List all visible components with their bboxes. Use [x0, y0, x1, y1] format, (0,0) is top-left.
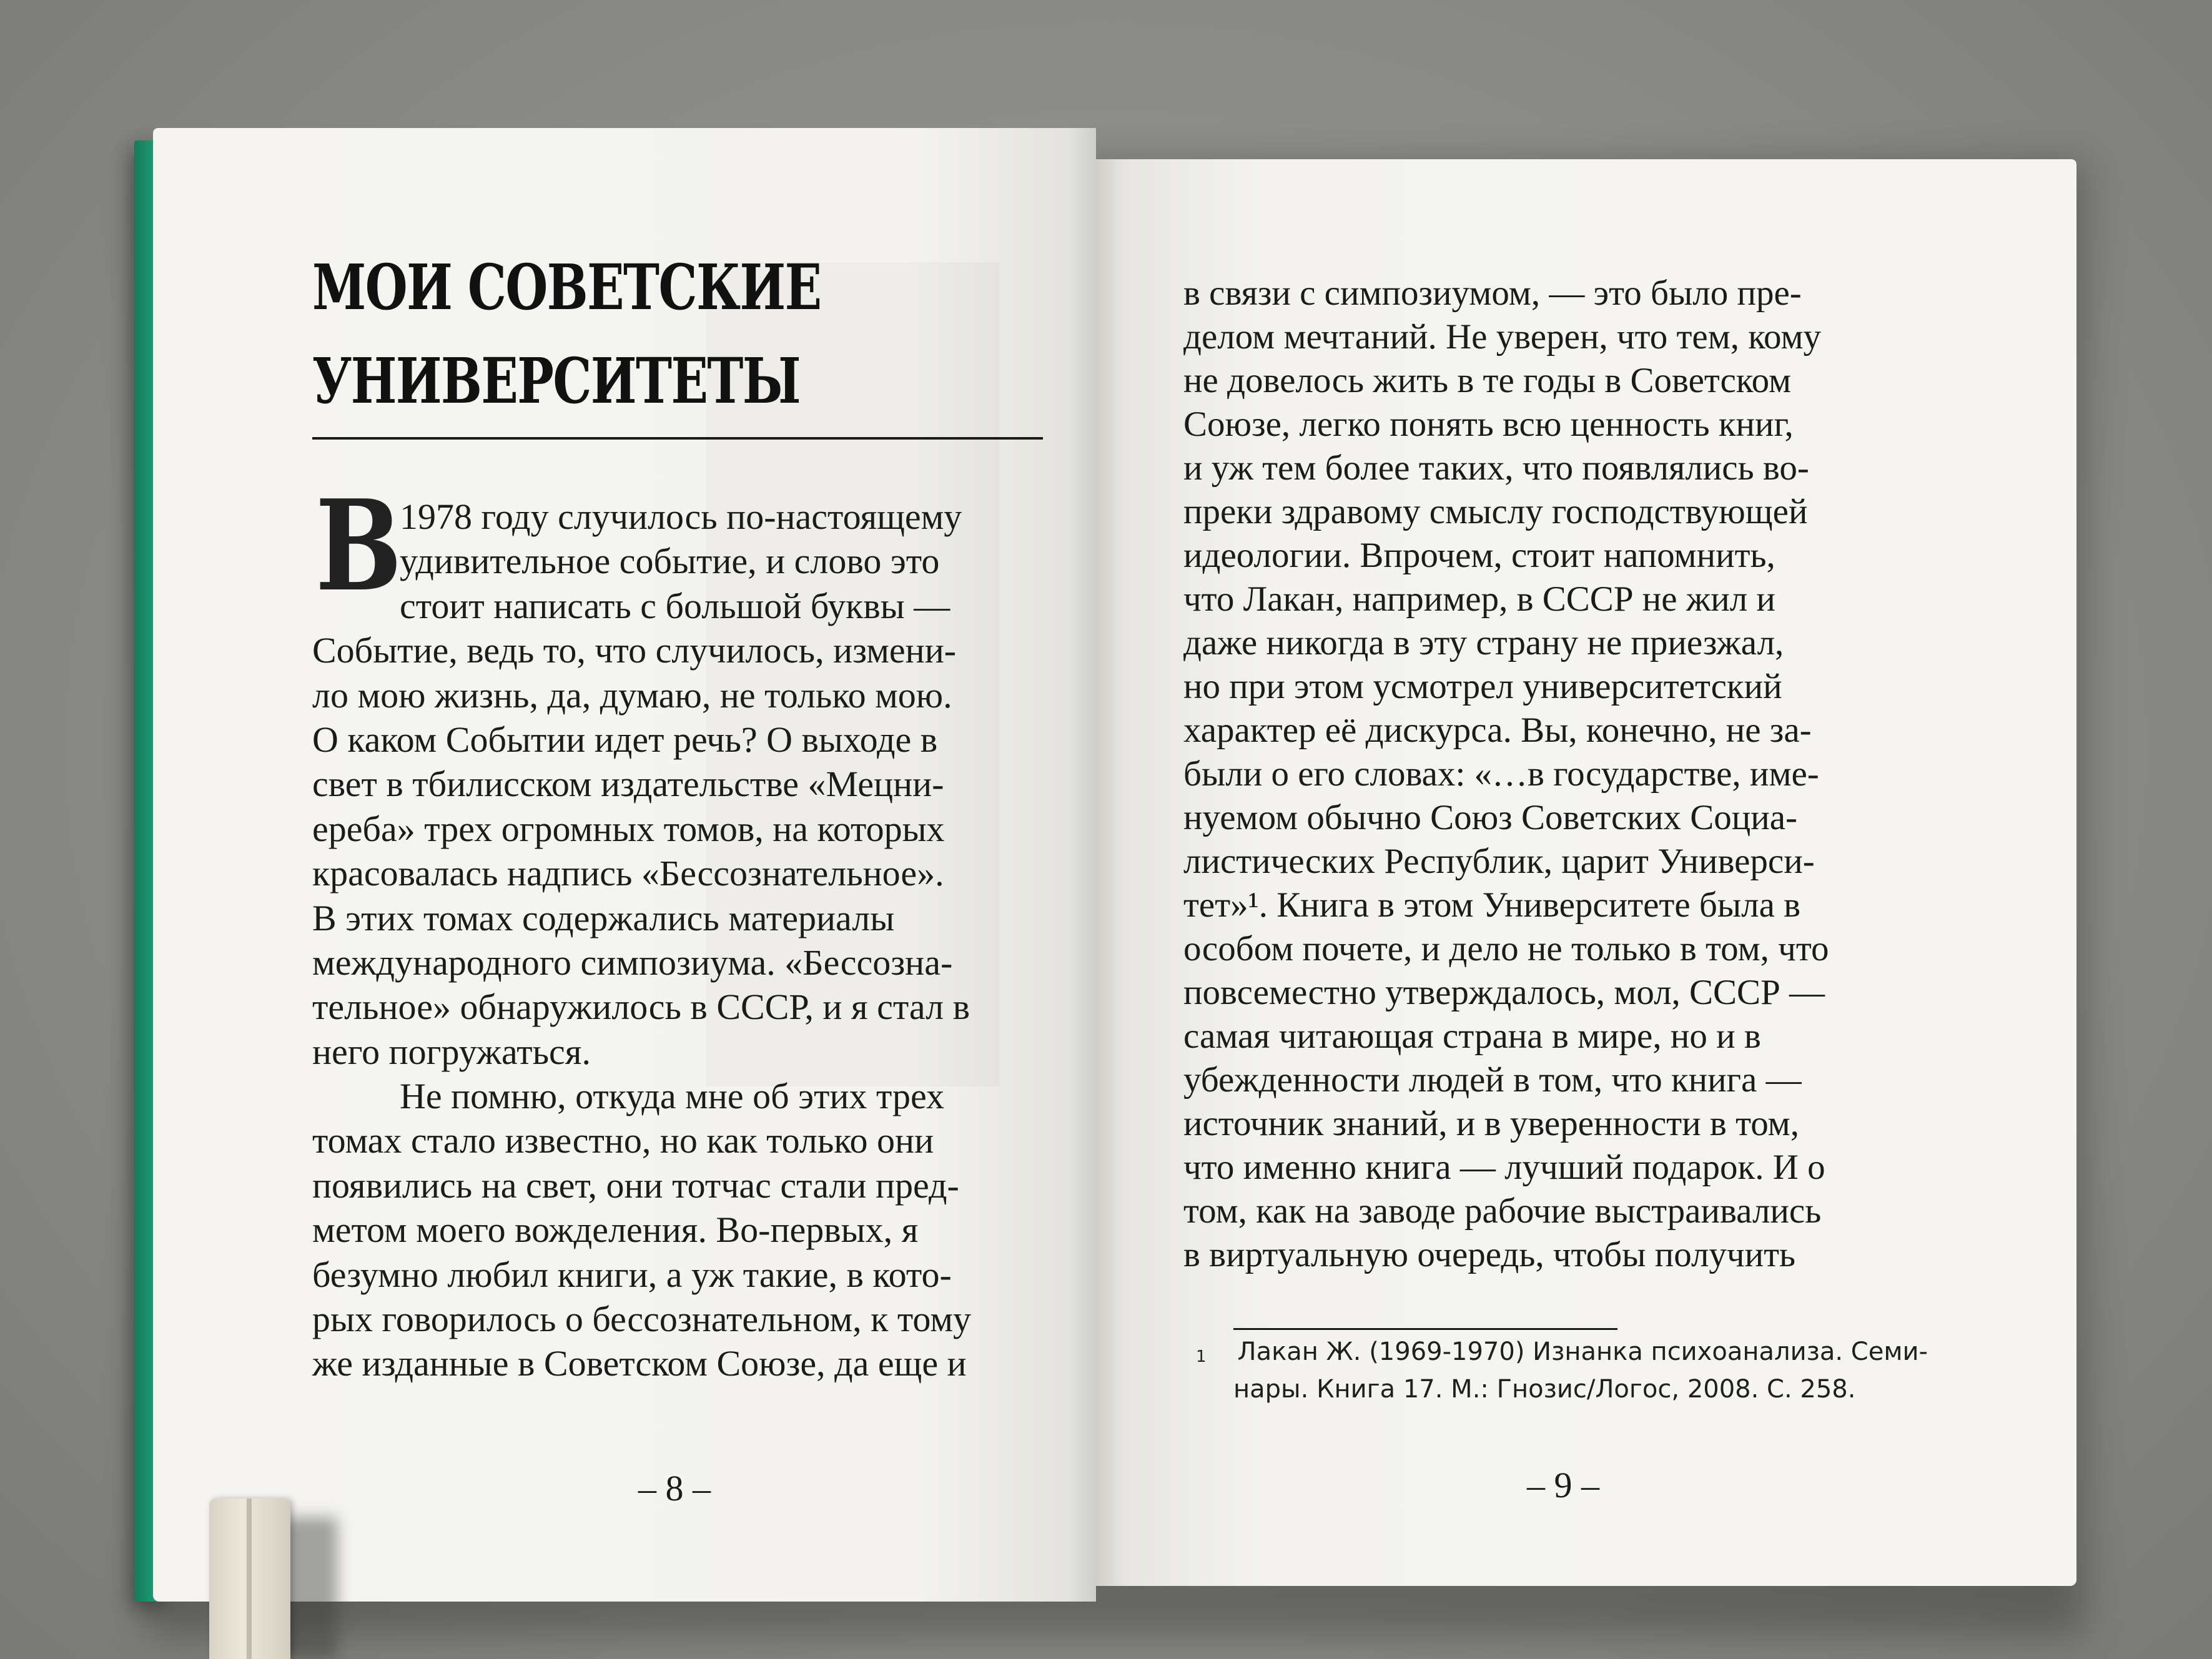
- text-line: безумно любил книги, а уж такие, в кото-: [312, 1254, 952, 1295]
- text-line: международного симпозиума. «Бессозна-: [312, 942, 953, 983]
- text-line: что Лакан, например, в СССР не жил и: [1183, 579, 1775, 619]
- text-line: О каком Событии идет речь? О выходе в: [312, 719, 938, 760]
- text-line: тельное» обнаружилось в СССР, и я стал в: [312, 987, 970, 1028]
- text-line: и уж тем более таких, что появлялись во-: [1183, 448, 1809, 488]
- text-line: свет в тбилисском издательстве «Мецни-: [312, 764, 944, 805]
- text-line: красовалась надпись «Бессознательное».: [312, 853, 944, 894]
- text-line: самая читающая страна в мире, но и в: [1183, 1017, 1761, 1056]
- text-line: ереба» трех огромных томов, на которых: [312, 808, 945, 849]
- text-line: том, как на заводе рабочие выстраивались: [1183, 1191, 1822, 1231]
- text-line: стоит написать с большой буквы —: [400, 585, 950, 626]
- page-number-left: – 8 –: [638, 1468, 711, 1509]
- footnote-line-2: нары. Книга 17. М.: Гнозис/Логос, 2008. С. 258.: [1233, 1375, 1856, 1404]
- chapter-title-line-1: МОИ СОВЕТСКИЕ: [312, 250, 821, 324]
- text-line: преки здравому смыслу господствующей: [1183, 492, 1808, 531]
- text-line: не довелось жить в те годы в Советском: [1183, 361, 1792, 400]
- text-line: что именно книга — лучший подарок. И о: [1183, 1148, 1825, 1187]
- text-line: ло мою жизнь, да, думаю, не только мою.: [312, 674, 952, 716]
- footnote-line-1: Лакан Ж. (1969-1970) Изнанка психоанализа. Семи-: [1237, 1337, 1928, 1366]
- text-line: метом моего вожделения. Во-первых, я: [312, 1209, 919, 1251]
- text-line: характер её дискурса. Вы, конечно, не за-: [1183, 711, 1812, 750]
- text-line: Не помню, откуда мне об этих трех: [400, 1076, 944, 1117]
- text-line: Союзе, легко понять всю ценность книг,: [1183, 405, 1794, 444]
- text-line: томах стало известно, но как только они: [312, 1120, 934, 1161]
- drop-cap: В: [315, 473, 402, 619]
- text-line: в связи с симпозиумом, — это было пре-: [1183, 273, 1802, 313]
- text-line: 1978 году случилось по-настоящему: [400, 496, 962, 537]
- text-line: В этих томах содержались материалы: [312, 897, 895, 938]
- text-line: него погружаться.: [312, 1031, 591, 1072]
- text-line: рых говорилось о бессознательном, к тому: [312, 1299, 972, 1340]
- footnote-rule: [1233, 1328, 1617, 1330]
- clothespin-groove: [247, 1499, 252, 1659]
- text-line: нуемом обычно Союз Советских Социа-: [1183, 798, 1797, 837]
- footnote-number: 1: [1196, 1347, 1207, 1366]
- text-line: Событие, ведь то, что случилось, измени-: [312, 630, 957, 671]
- text-line: же изданные в Советском Союзе, да еще и: [312, 1343, 967, 1384]
- text-line: тет»¹. Книга в этом Университете была в: [1183, 885, 1801, 925]
- text-line: повсеместно утверждалось, мол, СССР —: [1183, 973, 1825, 1012]
- footnote: [1196, 1333, 1928, 1408]
- text-line: листических Республик, царит Универси-: [1183, 842, 1815, 881]
- text-line: убежденности людей в том, что книга —: [1183, 1060, 1802, 1100]
- left-page-text: [312, 495, 971, 1386]
- text-line: источник знаний, и в уверенности в том,: [1183, 1104, 1799, 1143]
- text-line: делом мечтаний. Не уверен, что тем, кому: [1183, 317, 1822, 357]
- text-line: идеологии. Впрочем, стоит напомнить,: [1183, 536, 1775, 575]
- title-rule: [312, 437, 1043, 440]
- text-line: были о его словах: «…в государстве, име-: [1183, 754, 1819, 794]
- chapter-title-line-2: УНИВЕРСИТЕТЫ: [312, 344, 801, 418]
- text-line: появились на свет, они тотчас стали пред-: [312, 1164, 959, 1206]
- right-page-text: [1183, 272, 1829, 1277]
- text-line: даже никогда в эту страну не приезжал,: [1183, 623, 1784, 662]
- text-line: в виртуальную очередь, чтобы получить: [1183, 1235, 1795, 1274]
- text-line: удивительное событие, и слово это: [400, 541, 940, 582]
- page-number-right: – 9 –: [1527, 1465, 1599, 1505]
- text-line: но при этом усмотрел университетский: [1183, 667, 1782, 706]
- text-line: особом почете, и дело не только в том, что: [1183, 929, 1829, 968]
- chapter-title: [312, 240, 821, 428]
